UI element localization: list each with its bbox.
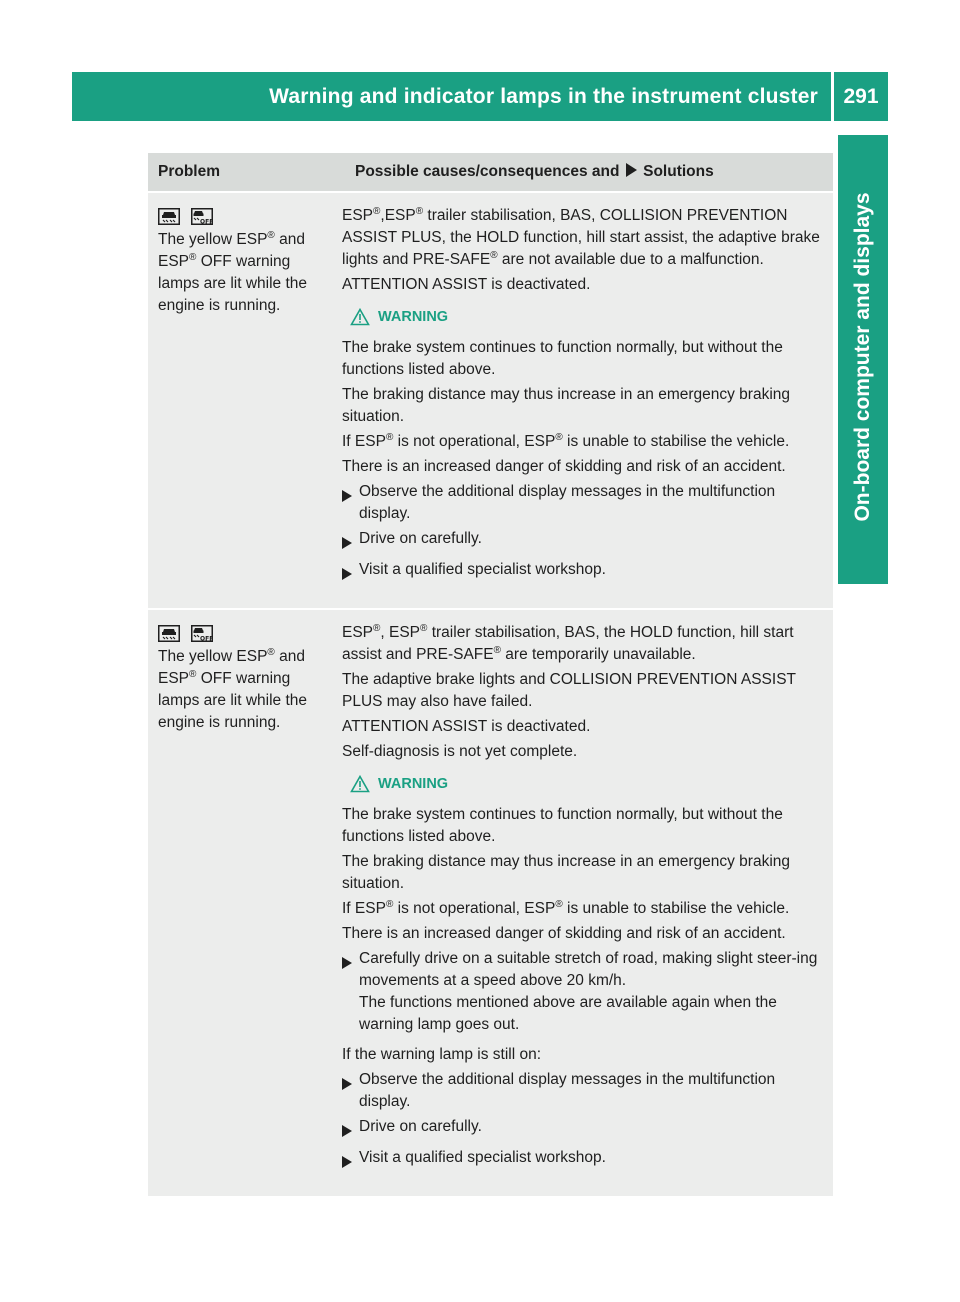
action-item: Visit a qualified specialist workshop. [342,559,826,587]
arrow-right-icon [342,1078,352,1090]
action-item: Observe the additional display messages in the multifunction display. [342,1069,826,1113]
warning-label: WARNING [378,776,449,792]
header-solutions [344,153,833,191]
problem-text: The yellow ESP® and ESP® OFF warning lamps are lit while the engine is running. [158,230,308,314]
warning-text: If ESP® is not operational, ESP® is unable to stabilise the vehicle. [342,432,790,450]
esp-off-lamp-icon [191,208,213,225]
problem-cell [148,193,334,608]
cause-text: Self-diagnosis is not yet complete. [342,743,578,760]
warning-text: The brake system continues to function normally, but without the functions listed above. [342,806,783,845]
problem-text: The yellow ESP® and ESP® OFF warning lamps are lit while the engine is running. [158,647,308,731]
warning-lamp-table [148,153,833,1196]
cause-text: ATTENTION ASSIST is deactivated. [342,718,591,735]
warning-text: There is an increased danger of skidding and risk of an accident. [342,458,786,475]
svg-text:OFF: OFF [200,635,213,642]
arrow-right-icon [342,568,352,580]
action-item: Visit a qualified specialist workshop. [342,1147,826,1175]
warning-label: WARNING [378,309,449,325]
action-item: Drive on carefully. [342,528,826,556]
table-row [148,608,833,1196]
lamp-icons [158,205,328,227]
arrow-right-icon [342,537,352,549]
warning-text: The brake system continues to function normally, but without the functions listed above. [342,339,783,378]
section-marker [838,534,888,584]
esp-off-lamp-icon [191,625,213,642]
header-solutions-text-2: Solutions [643,163,714,180]
table-row [148,193,833,608]
action-note: The functions mentioned above are available again when the warning lamp goes out. [359,994,777,1033]
cause-text: ESP®, ESP® trailer stabilisation, BAS, the HOLD function, hill start assist and PRE-SAFE® are temporarily unavailable. [342,623,794,663]
header-problem: Problem [158,163,221,180]
arrow-right-icon [625,163,638,177]
arrow-right-icon [342,490,352,502]
warning-text: If ESP® is not operational, ESP® is unable to stabilise the vehicle. [342,899,790,917]
esp-warning-lamp-icon [158,208,180,225]
warning-heading [350,306,826,328]
cause-text: ESP®,ESP® trailer stabilisation, BAS, COLLISION PREVENTION ASSIST PLUS, the HOLD function, hill start assist, the adaptive brake lights and PRE-SAFE® are not available due to a malfunction. [342,206,820,268]
arrow-right-icon [342,1156,352,1168]
cause-text: ATTENTION ASSIST is deactivated. [342,276,591,293]
warning-text: There is an increased danger of skidding and risk of an accident. [342,925,786,942]
header-solutions-text: Possible causes/consequences and [355,163,620,180]
action-item: Observe the additional display messages in the multifunction display. [342,481,826,525]
section-tab-label: On-board computer and displays [851,192,874,522]
arrow-right-icon [342,957,352,969]
header-bar [72,72,888,121]
warning-triangle-icon [350,775,370,793]
problem-cell [148,610,334,1196]
esp-warning-lamp-icon [158,625,180,642]
warning-text: The braking distance may thus increase in an emergency braking situation. [342,853,791,892]
table-header [148,153,833,193]
cause-text: The adaptive brake lights and COLLISION PREVENTION ASSIST PLUS may also have failed. [342,671,796,710]
page-number: 291 [834,72,888,121]
warning-triangle-icon [350,308,370,326]
warning-heading [350,773,826,795]
warning-text: The braking distance may thus increase in an emergency braking situation. [342,386,791,425]
svg-text:OFF: OFF [200,218,213,225]
solutions-cell [334,193,833,608]
page-title: Warning and indicator lamps in the instrument cluster [269,85,818,108]
lamp-icons [158,622,328,644]
solutions-cell [334,610,833,1196]
condition-text: If the warning lamp is still on: [342,1046,542,1063]
action-item: Carefully drive on a suitable stretch of road, making slight steer-ing movements at a speed above 20 km/h. The functions mentioned above are available again when the warning lamp goes out. [342,948,826,1036]
action-item: Drive on carefully. [342,1116,826,1144]
section-tab[interactable] [838,135,888,579]
arrow-right-icon [342,1125,352,1137]
